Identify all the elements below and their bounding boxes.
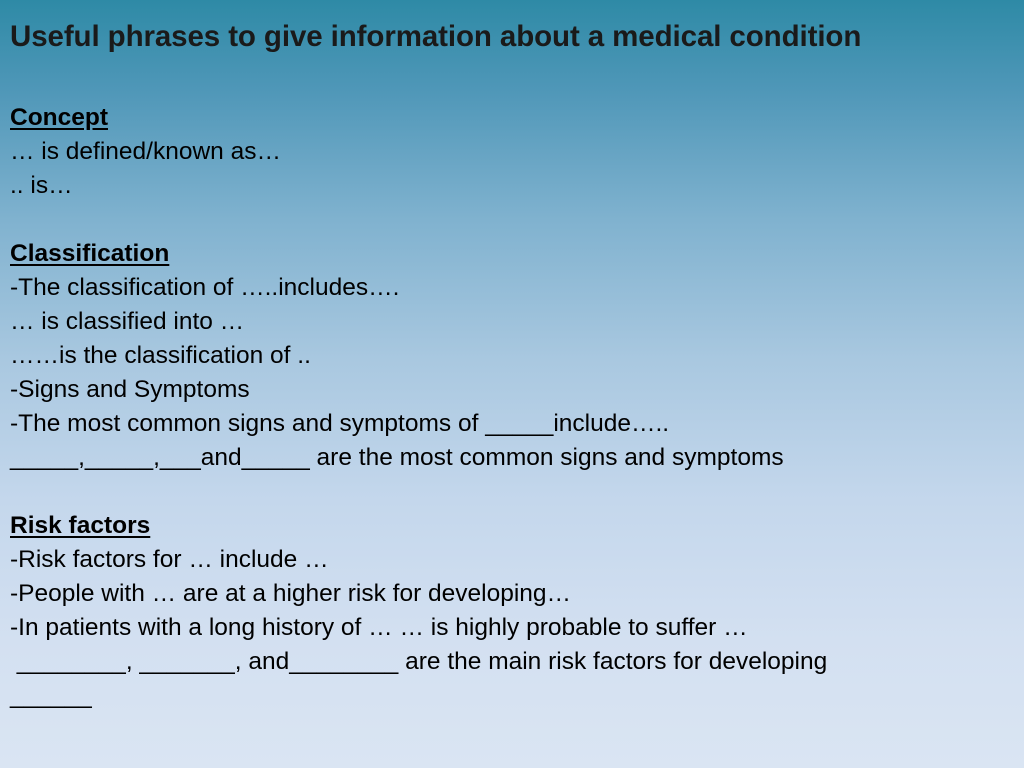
slide-body [10, 101, 1014, 713]
phrase-line: -People with … are at a higher risk for developing… [10, 580, 572, 607]
phrase-line: -In patients with a long history of … … is highly probable to suffer … [10, 614, 748, 641]
section-concept [10, 101, 1014, 203]
section-classification [10, 237, 1014, 475]
section-heading-classification: Classification [10, 240, 170, 267]
section-spacer [10, 475, 1014, 509]
phrase-line: … is classified into … [10, 308, 245, 335]
phrase-line: ________, _______, and________ are the main risk factors for developing [10, 648, 828, 675]
section-spacer [10, 203, 1014, 237]
section-risk-factors [10, 509, 1014, 713]
phrase-line: .. is… [10, 172, 73, 199]
slide-title: Useful phrases to give information about a medical condition [10, 20, 862, 53]
phrase-line: … is defined/known as… [10, 138, 281, 165]
phrase-line: -The classification of …..includes…. [10, 274, 400, 301]
phrase-line: ______ [10, 682, 92, 709]
phrase-line: -Signs and Symptoms [10, 376, 250, 403]
section-heading-risk-factors: Risk factors [10, 512, 151, 539]
phrase-line: -The most common signs and symptoms of _____include….. [10, 410, 670, 437]
section-heading-concept: Concept [10, 104, 108, 131]
phrase-line: ……is the classification of .. [10, 342, 311, 369]
phrase-line: _____,_____,___and_____ are the most common signs and symptoms [10, 444, 784, 471]
phrase-line: -Risk factors for … include … [10, 546, 329, 573]
